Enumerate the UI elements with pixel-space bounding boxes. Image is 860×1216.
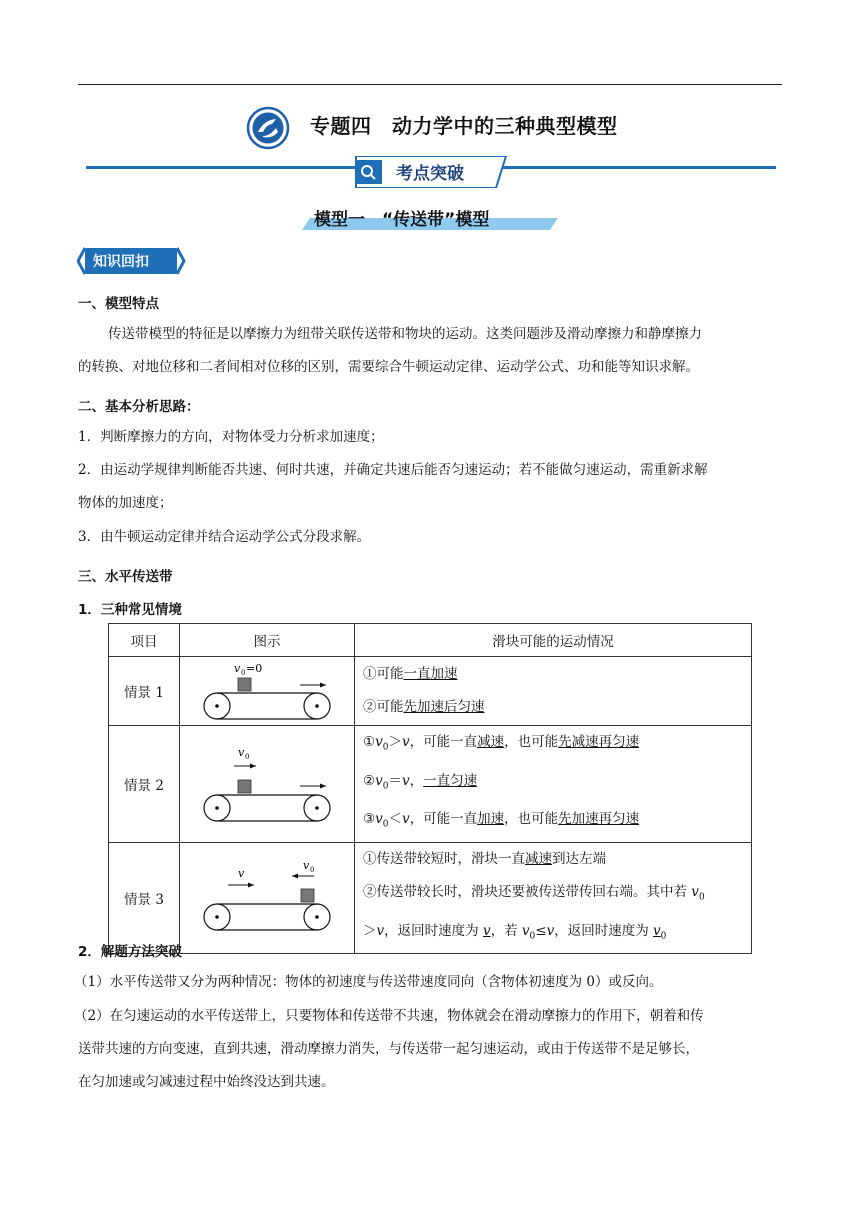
title-row — [0, 104, 860, 150]
row-label: 情景 2 — [109, 726, 180, 843]
belt-figure-2 — [180, 726, 355, 843]
fig-label-sub: 0 — [241, 669, 246, 677]
scenario3-line3: ＞v，返回时速度为 v，若 $v_0\le v$，返回时速度为 $v_0$ — [363, 922, 667, 942]
scenario2-line2: $②v_0=v$，一直匀速 — [363, 772, 478, 792]
fig-label-sub: 0 — [245, 753, 250, 762]
subheading-scenarios: 1．三种常见情境 — [78, 602, 182, 618]
table-header-row — [109, 624, 752, 657]
heading-analysis: 二、基本分析思路： — [78, 399, 200, 415]
table-row — [109, 843, 752, 954]
fig-label-eq: =0 — [246, 662, 263, 675]
method-para-2b: 送带共速的方向变速，直到共速，滑动摩擦力消失，与传送带一起匀速运动，或由于传送带不是足够长， — [78, 1041, 699, 1057]
fig-label-v0: v — [234, 662, 241, 675]
row-label: 情景 1 — [109, 657, 180, 726]
scenario2-line3: $③v_0<v$，可能一直加速，也可能先加速再匀速 — [363, 811, 640, 831]
row-label: 情景 3 — [109, 843, 180, 954]
para-features-1: 传送带模型的特征是以摩擦力为纽带关联传送带和物块的运动。这类问题涉及滑动摩擦力和静摩擦力 — [108, 326, 702, 342]
scenario1-line1: ①可能一直加速 — [363, 666, 458, 682]
section-tag: 知识回扣 — [77, 246, 187, 276]
method-para-2a: （2）在匀速运动的水平传送带上，只要物体和传送带不共速，物体就会在滑动摩擦力的作用下，朝着和传 — [74, 1008, 704, 1024]
scenario-table — [108, 623, 752, 954]
top-rule — [78, 84, 782, 85]
fig-label-v: v — [238, 867, 245, 881]
method-para-2c: 在匀加速或匀减速过程中始终没达到共速。 — [78, 1074, 335, 1090]
scenario3-line2: ②传送带较长时，滑块还要被传送带传回右端。其中若 $v_0$ — [363, 884, 705, 903]
page-title: 专题四 动力学中的三种典型模型 — [310, 114, 618, 138]
analysis-item-2b: 物体的加速度； — [78, 495, 173, 511]
analysis-item-2a: 2．由运动学规律判断能否共速、何时共速，并确定共速后能否匀速运动；若不能做匀速运动，需重新求解 — [78, 462, 708, 478]
heading-model-features: 一、模型特点 — [78, 296, 159, 312]
scenario2-line1: $①v_0>v$，可能一直减速，也可能先减速再匀速 — [363, 734, 640, 753]
model-title: 模型一 “传送带”模型 — [300, 204, 560, 232]
header-item: 项目 — [109, 624, 180, 657]
belt-figure-3 — [180, 843, 355, 954]
analysis-item-3: 3．由牛顿运动定律并结合运动学公式分段求解。 — [78, 529, 371, 545]
heading-horizontal-belt: 三、水平传送带 — [78, 569, 173, 585]
method-para-1: （1）水平传送带又分为两种情况：物体的初速度与传送带速度同向（含物体初速度为 0）或反向。 — [74, 974, 663, 990]
para-features-2: 的转换、对地位移和二者间相对位移的区别，需要综合牛顿运动定律、运动学公式、功和能等知识求解。 — [78, 359, 699, 375]
belt-figure-1 — [180, 657, 355, 726]
analysis-item-1: 1．判断摩擦力的方向，对物体受力分析求加速度； — [78, 429, 384, 445]
scenario1-line2: ②可能先加速后匀速 — [363, 699, 485, 715]
fig-label-sub: 0 — [310, 866, 315, 875]
banner-label: 考点突破 — [396, 164, 464, 184]
scenario3-line1: ①传送带较短时，滑块一直减速到达左端 — [363, 851, 606, 868]
header-figure: 图示 — [180, 624, 355, 657]
fig-label-v0: v — [303, 863, 310, 873]
header-motion: 滑块可能的运动情况 — [355, 624, 752, 657]
topic-logo-icon — [246, 106, 290, 150]
table-row — [109, 657, 752, 726]
subheading-method: 2．解题方法突破 — [78, 944, 182, 960]
fig-label-v0: v — [238, 746, 245, 760]
table-row — [109, 726, 752, 843]
